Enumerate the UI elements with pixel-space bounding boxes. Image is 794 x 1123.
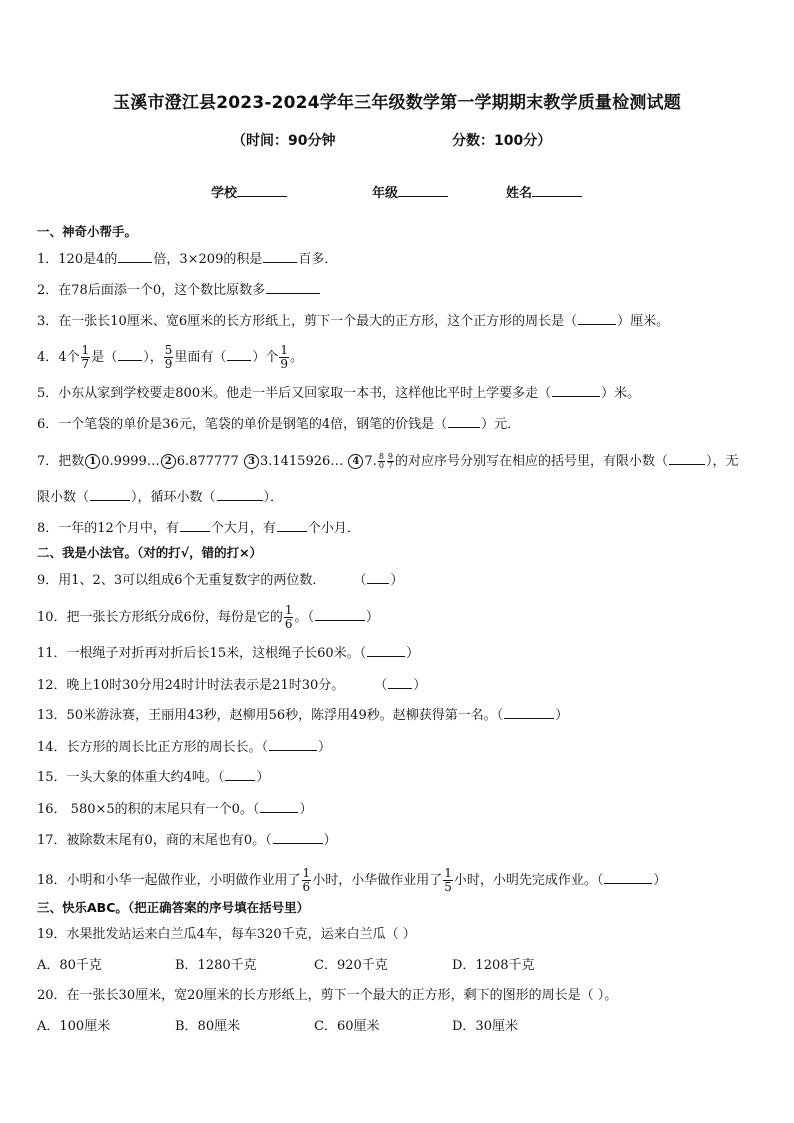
- answer-blank[interactable]: [578, 311, 616, 325]
- answer-blank[interactable]: [118, 249, 152, 263]
- answer-blank[interactable]: [266, 280, 320, 294]
- option-d[interactable]: D．30厘米: [452, 1019, 518, 1034]
- question-5: 5．小东从家到学校要走800米。他走一半后又回家取一本书，这样他比平时上学要多走（ ）米。: [37, 383, 764, 404]
- answer-blank[interactable]: [180, 518, 210, 532]
- answer-blank[interactable]: [217, 487, 263, 501]
- answer-blank[interactable]: [448, 414, 480, 428]
- answer-blank[interactable]: [315, 607, 365, 621]
- page-title: 玉溪市澄江县2023-2024学年三年级数学第一学期期末教学质量检测试题: [113, 93, 681, 113]
- question-8: 8．一年的12个月中，有 个大月，有 个小月．: [37, 518, 764, 539]
- answer-blank[interactable]: [225, 767, 255, 781]
- answer-blank[interactable]: [604, 870, 652, 884]
- question-13: 13．50米游泳赛，王丽用43秒，赵柳用56秒，陈浮用49秒。赵柳获得第一名。（ ）: [37, 705, 764, 726]
- answer-blank[interactable]: [277, 518, 307, 532]
- school-field[interactable]: 学校: [211, 182, 287, 201]
- time-label: （时间：90分钟: [232, 133, 336, 149]
- answer-blank[interactable]: [367, 643, 405, 657]
- question-17: 17．被除数末尾有0，商的末尾也有0。（ ）: [37, 830, 764, 851]
- section-1-heading: 一、神奇小帮手。: [37, 224, 138, 239]
- question-10: 10．把一张长方形纸分成6份，每份是它的 $\frac{1}{6}$ 。（ ）: [37, 603, 379, 631]
- fraction: $\frac{5}{9}$: [164, 343, 173, 371]
- fraction: $\frac{9}{7}$: [387, 452, 393, 470]
- name-field[interactable]: 姓名: [506, 182, 582, 201]
- option-d[interactable]: D．1208千克: [452, 958, 535, 973]
- grade-field[interactable]: 年级: [372, 182, 448, 201]
- question-1: 1．120是4的 倍，3×209的积是 百多．: [37, 249, 764, 270]
- answer-blank[interactable]: [552, 383, 600, 397]
- answer-blank[interactable]: [227, 347, 251, 361]
- answer-blank[interactable]: [669, 451, 705, 465]
- question-3: 3．在一张长10厘米、宽6厘米的长方形纸上，剪下一个最大的正方形，这个正方形的周长是（ ）厘米。: [37, 311, 764, 332]
- answer-blank[interactable]: [388, 675, 412, 689]
- answer-blank[interactable]: [260, 799, 298, 813]
- option-c[interactable]: C．920千克: [314, 958, 388, 973]
- option-a[interactable]: A．80千克: [37, 958, 102, 973]
- option-a[interactable]: A．100厘米: [37, 1019, 111, 1034]
- question-12: 12．晚上10时30分用24时计时法表示是21时30分。 （ ）: [37, 675, 764, 696]
- question-19: 19．水果批发站运来白兰瓜4车，每车320千克，运来白兰瓜（ ）: [37, 927, 416, 942]
- answer-blank[interactable]: [90, 487, 130, 501]
- fraction: $\frac{8}{0}$: [378, 452, 384, 470]
- question-9: 9．用1、2、3可以组成6个无重复数字的两位数． （ ）: [37, 570, 764, 591]
- question-20: 20．在一张长30厘米，宽20厘米的长方形纸上，剪下一个最大的正方形，剩下的图形的周长是（ ）。: [37, 988, 618, 1003]
- answer-blank[interactable]: [504, 705, 554, 719]
- score-label: 分数：100分）: [452, 133, 552, 149]
- question-14: 14．长方形的周长比正方形的周长长。（ ）: [37, 737, 764, 758]
- question-4: 4．4个 $\frac{1}{7}$ 是（ ）， $\frac{5}{9}$ 里面有（ ）个 $\frac{1}{9}$ 。: [37, 343, 304, 371]
- question-2: 2．在78后面添一个0，这个数比原数多: [37, 280, 764, 301]
- question-11: 11．一根绳子对折再对折后长15米，这根绳子长60米。（ ）: [37, 643, 764, 664]
- question-7-cont: 限小数（ ），循环小数（ ）．: [37, 487, 764, 508]
- option-b[interactable]: B．1280千克: [175, 958, 257, 973]
- answer-blank[interactable]: [273, 830, 323, 844]
- answer-blank[interactable]: [367, 570, 389, 584]
- fraction: $\frac{1}{5}$: [444, 866, 452, 894]
- fraction: $\frac{1}{6}$: [284, 603, 293, 631]
- option-c[interactable]: C．60厘米: [314, 1019, 380, 1034]
- question-16: 16． 580×5的积的末尾只有一个0。（ ）: [37, 799, 764, 820]
- answer-blank[interactable]: [269, 737, 317, 751]
- question-18: 18．小明和小华一起做作业，小明做作业用了 $\frac{1}{6}$ 小时，小华做作业用了 $\frac{1}{5}$ 小时，小明先完成作业。（ ）: [37, 866, 667, 894]
- question-7: 7．把数 1 0.9999… 2 6.877777 3 3.1415926… 4 7. $\frac{8}{0}$ $\frac{9}{7}$ 的对应序号分别写在相应的括号里，有限小数（ ），无: [37, 452, 739, 470]
- section-3-heading: 三、快乐ABC。（把正确答案的序号填在括号里）: [37, 900, 310, 915]
- option-b[interactable]: B．80厘米: [175, 1019, 241, 1034]
- fraction: $\frac{1}{7}$: [81, 343, 90, 371]
- fraction: $\frac{1}{9}$: [280, 343, 289, 371]
- question-15: 15．一头大象的体重大约4吨。（ ）: [37, 767, 764, 788]
- fraction: $\frac{1}{6}$: [302, 866, 311, 894]
- section-2-heading: 二、我是小法官。（对的打√，错的打×）: [37, 545, 263, 560]
- question-6: 6．一个笔袋的单价是36元，笔袋的单价是钢笔的4倍，钢笔的价钱是（ ）元．: [37, 414, 764, 435]
- answer-blank[interactable]: [263, 249, 297, 263]
- answer-blank[interactable]: [118, 347, 142, 361]
